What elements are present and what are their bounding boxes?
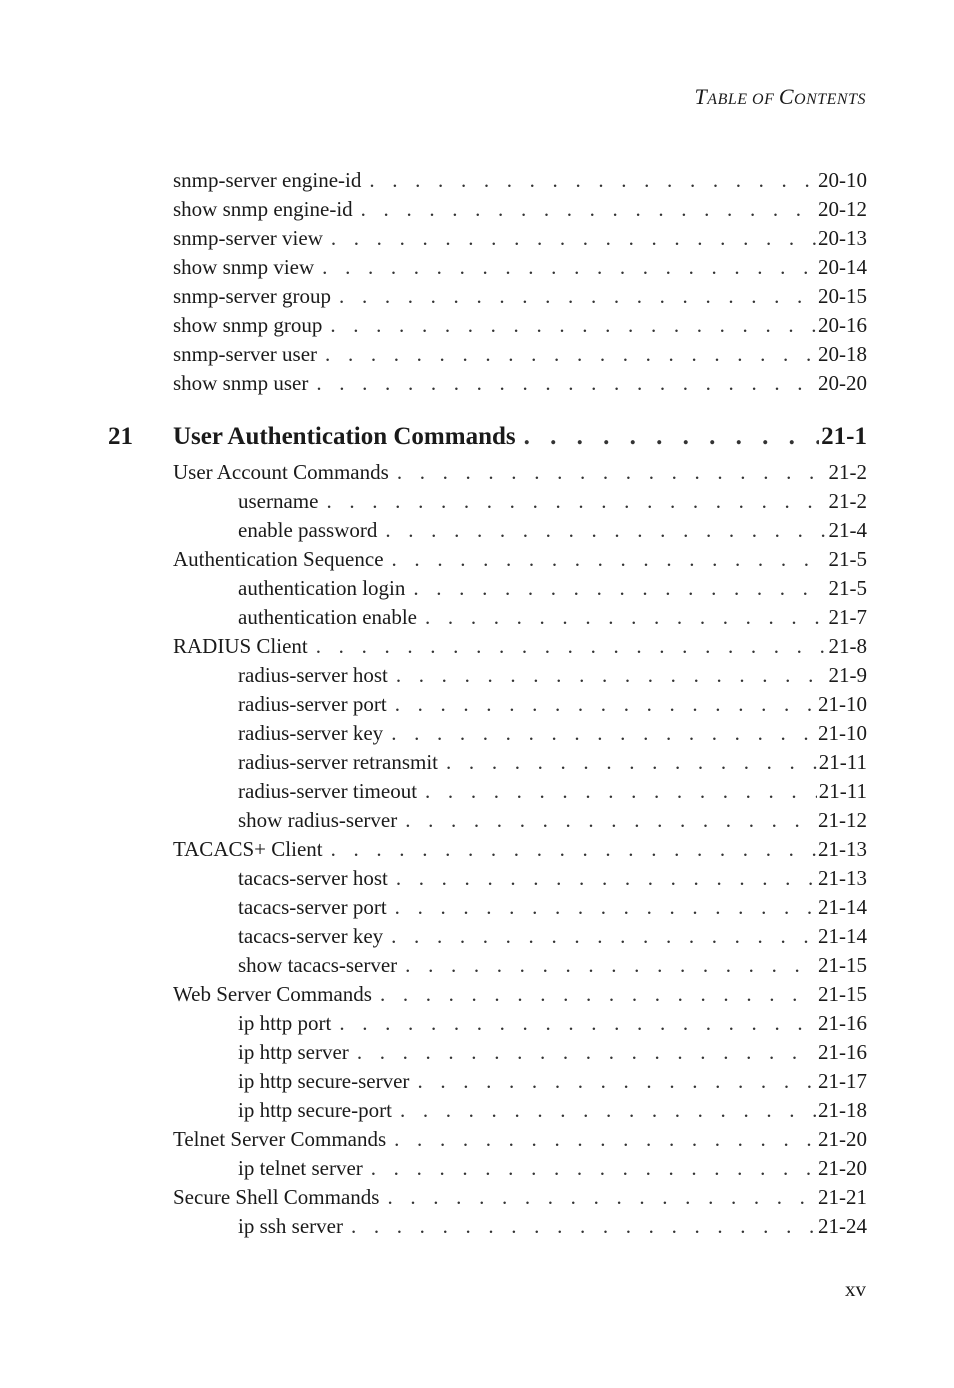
toc-subentry[interactable] [238, 1096, 867, 1125]
toc-entry-label: snmp-server user [173, 342, 318, 366]
toc-entry-label: snmp-server view [173, 226, 323, 250]
toc-entry[interactable] [173, 195, 867, 224]
toc-entry-label: radius-server timeout [238, 779, 418, 803]
dot-leader [397, 458, 827, 487]
toc-subentry[interactable] [238, 777, 867, 806]
dot-leader [326, 487, 826, 516]
running-head-initial-c: C [778, 84, 795, 109]
toc-entry[interactable] [173, 340, 867, 369]
toc-entry[interactable] [173, 253, 867, 282]
toc-entry-label: snmp-server group [173, 284, 332, 308]
toc-entry[interactable] [173, 224, 867, 253]
toc-entry-page-number: 21-15 [818, 982, 867, 1006]
dot-leader [396, 864, 816, 893]
toc-entry-label: ip telnet server [238, 1156, 363, 1180]
toc-subentry[interactable] [238, 864, 867, 893]
toc-subentry[interactable] [238, 690, 867, 719]
toc-entry-page-number: 21-20 [818, 1156, 867, 1180]
toc-entry-label: tacacs-server port [238, 895, 387, 919]
toc-entry-label: authentication login [238, 576, 406, 600]
toc-entry-page-number: 21-5 [828, 576, 867, 600]
toc-entry[interactable] [173, 311, 867, 340]
toc-entry-label: radius-server port [238, 692, 387, 716]
toc-subentry[interactable] [238, 1212, 867, 1241]
toc-entry-page-number: 21-4 [828, 518, 867, 542]
toc-subentry[interactable] [238, 516, 867, 545]
toc-entry-page-number: 20-16 [818, 313, 867, 337]
toc-entry-page-number: 21-17 [818, 1069, 867, 1093]
toc-entry-label: Authentication Sequence [173, 547, 384, 571]
toc-entry-label: show tacacs-server [238, 953, 398, 977]
toc-entry-page-number: 21-21 [818, 1185, 867, 1209]
toc-entry-page-number: 20-12 [818, 197, 867, 221]
toc-entry-label: radius-server host [238, 663, 388, 687]
chapter-title: User Authentication Commands [173, 423, 516, 450]
toc-subentry[interactable] [238, 574, 867, 603]
toc-entry-page-number: 21-5 [828, 547, 867, 571]
toc-entry-page-number: 21-12 [818, 808, 867, 832]
dot-leader [357, 1038, 816, 1067]
toc-subentry[interactable] [238, 922, 867, 951]
running-head [695, 84, 866, 110]
toc-subentry[interactable] [238, 1038, 867, 1067]
toc-entry-label: show snmp view [173, 255, 315, 279]
toc-subentry[interactable] [238, 1154, 867, 1183]
toc-entry-label: RADIUS Client [173, 634, 308, 658]
toc-entry-page-number: 21-11 [818, 779, 867, 803]
toc-entry-page-number: 21-24 [818, 1214, 867, 1238]
dot-leader [395, 893, 816, 922]
toc-entry-page-number: 21-16 [818, 1040, 867, 1064]
running-head-ontents: ONTENTS [794, 91, 866, 108]
toc-entry-label: Telnet Server Commands [173, 1127, 387, 1151]
dot-leader [339, 1009, 816, 1038]
toc-entry-page-number: 21-9 [828, 663, 867, 687]
toc-subentry[interactable] [238, 719, 867, 748]
page-folio: xv [845, 1277, 866, 1301]
toc-entry-page-number: 21-14 [818, 924, 867, 948]
dot-leader [322, 253, 816, 282]
toc-entry-label: User Account Commands [173, 460, 389, 484]
chapter-page-number: 21-1 [821, 423, 867, 450]
dot-leader [394, 1125, 816, 1154]
toc-entry-label: show radius-server [238, 808, 398, 832]
dot-leader [395, 690, 816, 719]
toc-entry-page-number: 21-13 [818, 837, 867, 861]
running-head-initial-t: T [694, 84, 708, 109]
dot-leader [361, 195, 816, 224]
dot-leader [413, 574, 826, 603]
toc-entry-label: ip http secure-server [238, 1069, 410, 1093]
dot-leader [425, 603, 826, 632]
dot-leader [405, 951, 816, 980]
dot-leader [325, 340, 816, 369]
toc-entry-label: show snmp user [173, 371, 309, 395]
toc-entry[interactable] [173, 632, 867, 661]
dot-leader [331, 835, 816, 864]
toc-subentry[interactable] [238, 1067, 867, 1096]
toc-entry-page-number: 21-10 [818, 721, 867, 745]
toc-entry-label: ip http server [238, 1040, 349, 1064]
toc-entry-label: Web Server Commands [173, 982, 372, 1006]
toc-subentry[interactable] [238, 951, 867, 980]
toc-entry-page-number: 21-8 [828, 634, 867, 658]
toc-entry-label: show snmp engine-id [173, 197, 353, 221]
toc-entry-label: radius-server retransmit [238, 750, 439, 774]
toc-entry-page-number: 20-15 [818, 284, 867, 308]
dot-leader [387, 1183, 816, 1212]
toc-entry[interactable] [173, 1125, 867, 1154]
toc-entry-page-number: 21-11 [818, 750, 867, 774]
toc-entry[interactable] [173, 369, 867, 398]
toc-entry-page-number: 21-16 [818, 1011, 867, 1035]
dot-leader [391, 922, 816, 951]
dot-leader [380, 980, 816, 1009]
toc-entry[interactable] [173, 1183, 867, 1212]
dot-leader [391, 719, 816, 748]
toc-entry[interactable] [173, 458, 867, 487]
toc-entry-label: enable password [238, 518, 378, 542]
toc-subentry[interactable] [238, 603, 867, 632]
toc-entry-page-number: 21-14 [818, 895, 867, 919]
dot-leader [425, 777, 817, 806]
toc-entry[interactable] [173, 282, 867, 311]
toc-subentry[interactable] [238, 1009, 867, 1038]
toc-entry-label: tacacs-server host [238, 866, 388, 890]
toc-entry-label: Secure Shell Commands [173, 1185, 380, 1209]
toc-entry-page-number: 20-18 [818, 342, 867, 366]
toc-entry-label: ip http port [238, 1011, 332, 1035]
dot-leader [392, 545, 827, 574]
toc-entry-page-number: 20-14 [818, 255, 867, 279]
toc-entry-label: username [238, 489, 319, 513]
toc-subentry[interactable] [238, 661, 867, 690]
toc-subentry[interactable] [238, 806, 867, 835]
dot-leader [316, 369, 816, 398]
toc-entry-label: ip http secure-port [238, 1098, 392, 1122]
toc-subentry[interactable] [238, 748, 867, 777]
toc-entry-label: snmp-server engine-id [173, 168, 362, 192]
dot-leader [316, 632, 827, 661]
toc-entry[interactable] [173, 835, 867, 864]
toc-entry-page-number: 21-15 [818, 953, 867, 977]
dot-leader [351, 1212, 816, 1241]
dot-leader [396, 661, 827, 690]
chapter-number: 21 [108, 423, 133, 450]
dot-leader [400, 1096, 816, 1125]
toc-entry-page-number: 21-2 [828, 460, 867, 484]
toc-subentry[interactable] [238, 893, 867, 922]
toc-entry-label: tacacs-server key [238, 924, 384, 948]
toc-entry-label: show snmp group [173, 313, 323, 337]
dot-leader [371, 1154, 816, 1183]
dot-leader [331, 224, 816, 253]
toc-entry[interactable] [173, 166, 867, 195]
dot-leader [339, 282, 816, 311]
dot-leader [446, 748, 817, 777]
toc-entry-page-number: 21-20 [818, 1127, 867, 1151]
running-head-able-of: ABLE OF [707, 91, 779, 108]
chapter-heading[interactable] [173, 420, 867, 454]
toc-entry-page-number: 21-18 [818, 1098, 867, 1122]
toc-entry-page-number: 21-10 [818, 692, 867, 716]
toc-entry[interactable] [173, 980, 867, 1009]
dot-leader [405, 806, 816, 835]
toc-entry-label: TACACS+ Client [173, 837, 323, 861]
toc-entry-page-number: 20-10 [818, 168, 867, 192]
toc-entry-page-number: 20-20 [818, 371, 867, 395]
toc-subentry[interactable] [238, 487, 867, 516]
toc-entry-label: authentication enable [238, 605, 418, 629]
dot-leader [385, 516, 826, 545]
toc-entry-page-number: 20-13 [818, 226, 867, 250]
toc-entry-label: ip ssh server [238, 1214, 343, 1238]
dot-leader [417, 1067, 816, 1096]
toc-entry[interactable] [173, 545, 867, 574]
toc-entry-page-number: 21-2 [828, 489, 867, 513]
toc-entry-page-number: 21-13 [818, 866, 867, 890]
toc-entry-page-number: 21-7 [828, 605, 867, 629]
toc-entry-label: radius-server key [238, 721, 384, 745]
dot-leader [524, 420, 820, 454]
dot-leader [369, 166, 816, 195]
dot-leader [330, 311, 816, 340]
